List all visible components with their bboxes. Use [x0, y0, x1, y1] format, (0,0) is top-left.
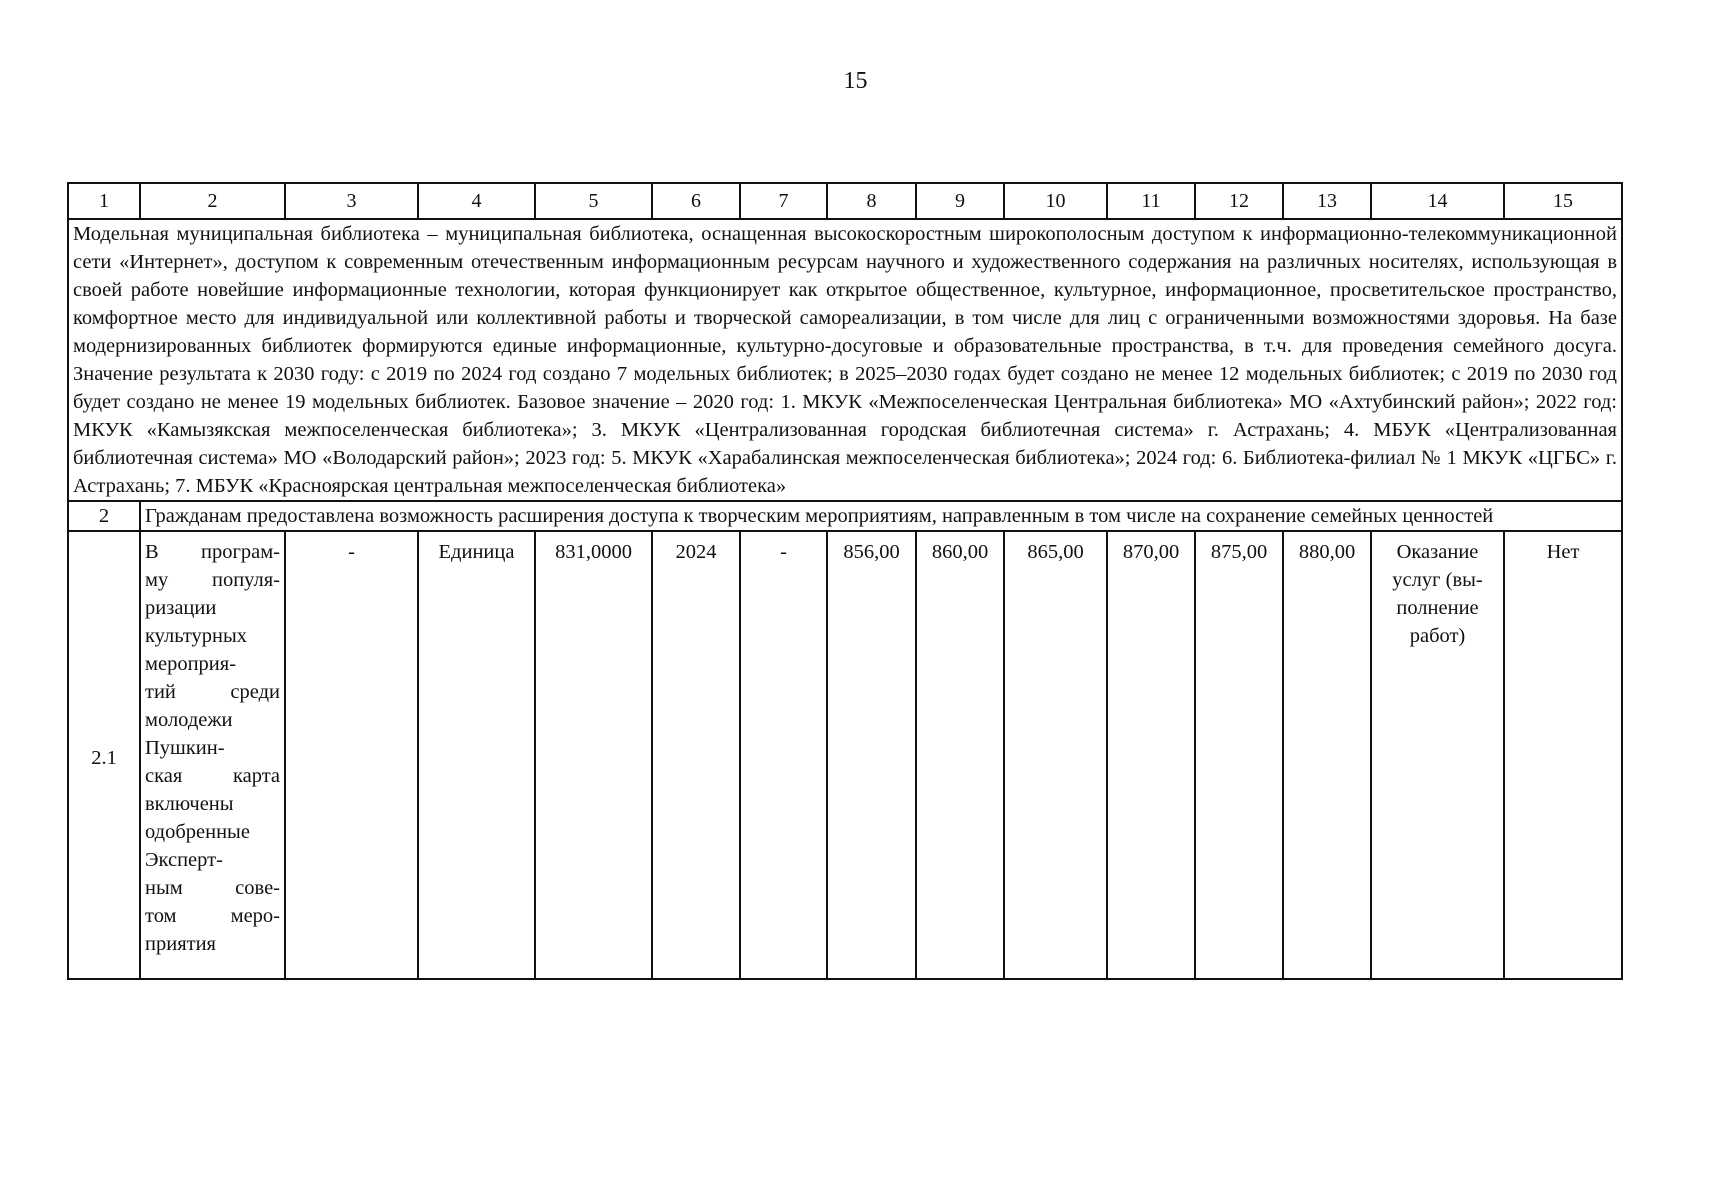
indicator-name-line: культурных — [145, 625, 247, 647]
column-number: 15 — [1504, 183, 1622, 219]
row-value-2028: 870,00 — [1107, 531, 1195, 979]
row-value-2029: 875,00 — [1195, 531, 1283, 979]
row-col7: - — [740, 531, 827, 979]
row-value-2026: 860,00 — [916, 531, 1004, 979]
row-base-year: 2024 — [652, 531, 740, 979]
indicator-name-line: Эксперт- — [145, 849, 223, 871]
indicator-name-line: включены — [145, 793, 234, 815]
column-number: 9 — [916, 183, 1004, 219]
row-value-2030: 880,00 — [1283, 531, 1371, 979]
section-text: Гражданам предоставлена возможность расширения доступа к творческим мероприятиям, направленным в том числе на сохранение семейных ценностей — [140, 501, 1622, 531]
indicator-name-line: ным сове- — [145, 877, 280, 899]
column-number: 8 — [827, 183, 916, 219]
column-number: 4 — [418, 183, 535, 219]
column-number: 14 — [1371, 183, 1504, 219]
column-number: 3 — [285, 183, 418, 219]
row-value-2025: 856,00 — [827, 531, 916, 979]
indicator-name-line: приятия — [145, 933, 216, 955]
indicator-name-line: ская карта — [145, 765, 280, 787]
result-type-line: услуг (вы- — [1392, 569, 1483, 591]
row-value-2027: 865,00 — [1004, 531, 1107, 979]
result-type-line: работ) — [1409, 625, 1466, 647]
indicator-name-line: ризации — [145, 597, 217, 619]
indicator-name-line: тий среди — [145, 681, 280, 703]
section-number: 2 — [68, 501, 140, 531]
indicator-name-line: В програм- — [145, 541, 280, 563]
column-number: 13 — [1283, 183, 1371, 219]
row-col3: - — [285, 531, 418, 979]
page-number: 15 — [843, 68, 868, 94]
column-number: 1 — [68, 183, 140, 219]
row-unit: Единица — [418, 531, 535, 979]
column-number: 7 — [740, 183, 827, 219]
indicator-name-line: мероприя- — [145, 653, 237, 675]
section-row — [68, 501, 1622, 531]
column-number: 2 — [140, 183, 285, 219]
row-indicator-name — [140, 531, 285, 979]
column-number: 11 — [1107, 183, 1195, 219]
result-type-line: полнение — [1396, 597, 1479, 619]
column-number: 12 — [1195, 183, 1283, 219]
table-row — [68, 531, 1622, 979]
results-table — [67, 182, 1623, 980]
row-base-value: 831,0000 — [535, 531, 652, 979]
column-number: 10 — [1004, 183, 1107, 219]
indicator-name-line: Пушкин- — [145, 737, 225, 759]
indicator-name-line: том меро- — [145, 905, 280, 927]
header-row — [68, 183, 1622, 219]
indicator-name-line: молодежи — [145, 709, 233, 731]
row-result-type — [1371, 531, 1504, 979]
model-library-description: Модельная муниципальная библиотека – муниципальная библиотека, оснащенная высокоскоростным широкополосным доступом к информационно-телекоммуникационной сети «Интернет», доступом к современным отечественным информационным ресурсам научного и художественного содержания на различных носителях, использующая в своей работе новейшие информационные технологии, которая функционирует как открытое общественное, культурное, информационное, просветительское пространство, комфортное место для индивидуальной или коллективной работы и творческой самореализации, в том числе для лиц с ограниченными возможностями здоровья. На базе модернизированных библиотек формируются единые информационные, культурно-досуговые и образовательные пространства, в т.ч. для проведения семейного досуга. Значение результата к 2030 году: с 2019 по 2024 год создано 7 модельных библиотек; в 2025–2030 годах будет создано не менее 12 модельных библиотек; с 2019 по 2030 год будет создано не менее 19 модельных библиотек. Базовое значение – 2020 год: 1. МКУК «Межпоселенческая Центральная библиотека» МО «Ахтубинский район»; 2022 год: МКУК «Камызякская межпоселенческая библиотека»; 3. МКУК «Централизованная городская библиотечная система» г. Астрахань; 4. МБУК «Централизованная библиотечная система» МО «Володарский район»; 2023 год: 5. МКУК «Харабалинская межпоселенческая библиотека»; 2024 год: 6. Библиотека-филиал № 1 МКУК «ЦГБС» г. Астрахань; 7. МБУК «Красноярская центральная межпоселенческая библиотека» — [68, 219, 1622, 501]
indicator-name-line: одобренные — [145, 821, 250, 843]
column-number: 6 — [652, 183, 740, 219]
description-row — [68, 219, 1622, 501]
indicator-name-line: му популя- — [145, 569, 280, 591]
row-number: 2.1 — [68, 531, 140, 979]
row-col15: Нет — [1504, 531, 1622, 979]
result-type-line: Оказание — [1396, 541, 1479, 563]
column-number: 5 — [535, 183, 652, 219]
